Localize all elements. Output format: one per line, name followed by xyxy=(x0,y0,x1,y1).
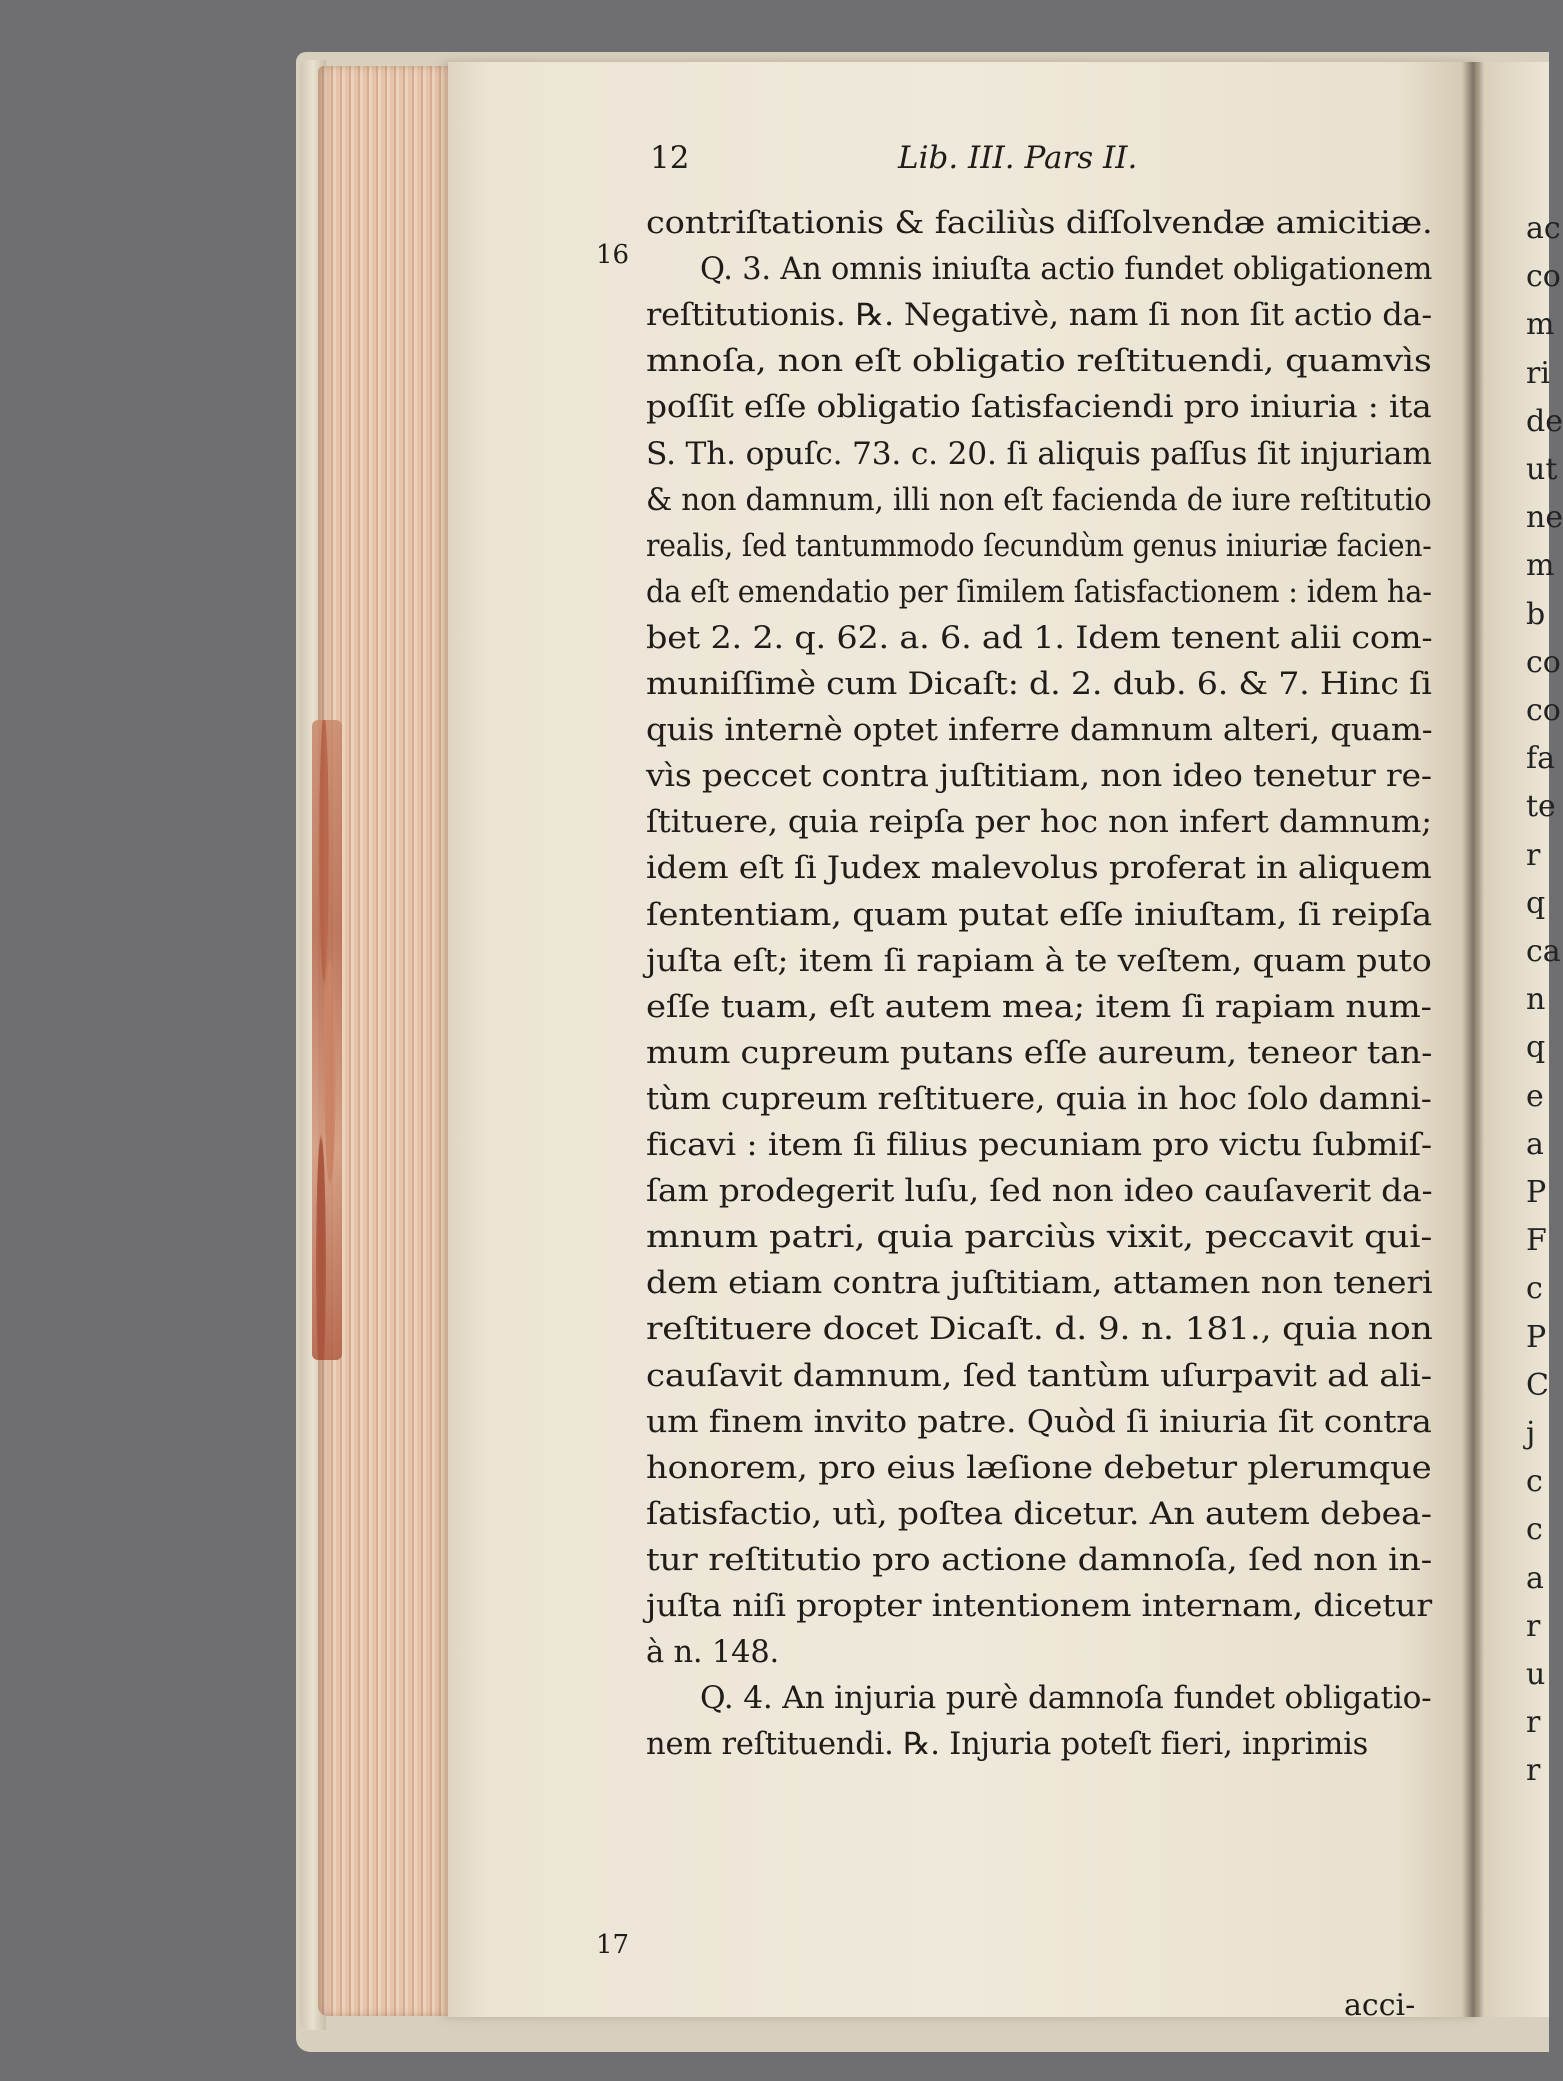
facing-page-fragment: j xyxy=(1526,1416,1536,1451)
text-line: vìs peccet contra juſtitiam, non ideo tenetur re- xyxy=(646,759,1432,794)
running-title: Lib. III. Pars II. xyxy=(898,140,1138,176)
text-line: realis, ſed tantummodo ſecundùm genus iniuriæ facien- xyxy=(646,529,1432,564)
text-line: contriſtationis & faciliùs diſſolvendæ amicitiæ. xyxy=(646,206,1433,241)
text-line: ficavi : item ſi filius pecuniam pro victu ſubmiſ- xyxy=(646,1128,1432,1163)
facing-page-fragment: ca xyxy=(1526,934,1561,969)
text-line: honorem, pro eius læſione debetur plerumque xyxy=(646,1451,1432,1486)
facing-page-fragment: c xyxy=(1526,1464,1543,1499)
facing-page-fragment: te xyxy=(1526,789,1556,824)
facing-page-fragment: a xyxy=(1526,1561,1544,1596)
facing-page-fragment: ac xyxy=(1526,211,1561,246)
facing-page-fragment: F xyxy=(1526,1223,1547,1258)
facing-page-fragment: r xyxy=(1526,1705,1541,1740)
text-line: mnum patri, quia parciùs vixit, peccavit qui- xyxy=(646,1220,1433,1255)
facing-page-fragment: r xyxy=(1526,1753,1541,1788)
text-line: ſam prodegerit luſu, ſed non ideo cauſaverit da- xyxy=(646,1174,1433,1209)
facing-page-fragment: P xyxy=(1526,1175,1547,1210)
text-line: tùm cupreum reſtituere, quia in hoc ſolo damni- xyxy=(646,1082,1432,1117)
facing-page-fragment: co xyxy=(1526,693,1561,728)
text-line: & non damnum, illi non eſt facienda de iure reſtitutio xyxy=(646,483,1432,518)
page-number: 12 xyxy=(650,140,690,176)
text-line: Q. 4. An injuria purè damnoſa fundet obligatio- xyxy=(700,1681,1432,1716)
facing-page-fragment: r xyxy=(1526,838,1541,873)
facing-page-fragment: c xyxy=(1526,1271,1543,1306)
text-line: idem eſt ſi Judex malevolus proferat in aliquem xyxy=(646,851,1432,886)
facing-page-fragment: C xyxy=(1526,1368,1549,1403)
facing-page-fragment: m xyxy=(1526,307,1555,342)
facing-page-fragment: fa xyxy=(1526,741,1555,776)
facing-page-fragment: r xyxy=(1526,1609,1541,1644)
facing-page-fragment: m xyxy=(1526,548,1555,583)
text-line: um finem invito patre. Quòd ſi iniuria ſit contra xyxy=(646,1405,1432,1440)
text-line: bet 2. 2. q. 62. a. 6. ad 1. Idem tenent alii com- xyxy=(646,621,1433,656)
facing-page-fragment: de xyxy=(1526,404,1563,439)
text-line: ſtituere, quia reipſa per hoc non infert damnum; xyxy=(646,805,1432,840)
text-line: quis internè optet inferre damnum alteri, quam- xyxy=(646,713,1433,748)
facing-page-fragment: b xyxy=(1526,597,1546,632)
facing-page-fragment: co xyxy=(1526,259,1561,294)
facing-page-fragment: q xyxy=(1526,886,1546,921)
text-line: mum cupreum putans eſſe aureum, teneor tan- xyxy=(646,1036,1433,1071)
text-line: Q. 3. An omnis iniuſta actio fundet obligationem xyxy=(700,252,1433,287)
text-line: à n. 148. xyxy=(646,1635,780,1670)
text-line: da eſt emendatio per ſimilem ſatisfactionem : idem ha- xyxy=(646,575,1432,610)
facing-page-fragment: u xyxy=(1526,1657,1546,1692)
facing-page-fragment: ne xyxy=(1526,500,1563,535)
text-line: cauſavit damnum, ſed tantùm uſurpavit ad ali- xyxy=(646,1359,1432,1394)
text-line: eſſe tuam, eſt autem mea; item ſi rapiam num- xyxy=(646,990,1432,1025)
text-line: S. Th. opuſc. 73. c. 20. ſi aliquis paſſus ſit injuriam xyxy=(646,437,1432,472)
facing-page-fragment: P xyxy=(1526,1320,1547,1355)
facing-page-fragment: a xyxy=(1526,1127,1544,1162)
facing-page-fragment: q xyxy=(1526,1030,1546,1065)
gutter-shadow xyxy=(1462,62,1484,2017)
text-line: nem reſtituendi. ℞. Injuria poteſt fieri, inprimis xyxy=(646,1727,1369,1762)
text-line: mnoſa, non eſt obligatio reſtituendi, quamvìs xyxy=(646,344,1432,379)
margin-number: 17 xyxy=(596,1930,630,1960)
text-line: poſſit eſſe obligatio ſatisfaciendi pro iniuria : ita xyxy=(646,390,1432,425)
text-line: juſta niſi propter intentionem internam, dicetur xyxy=(646,1589,1432,1624)
facing-page-fragment: e xyxy=(1526,1079,1544,1114)
text-line: dem etiam contra juſtitiam, attamen non teneri xyxy=(646,1266,1433,1301)
text-line: ſententiam, quam putat eſſe iniuſtam, ſi reipſa xyxy=(646,898,1432,933)
facing-page-fragment: ri xyxy=(1526,356,1550,391)
text-line: tur reſtitutio pro actione damnoſa, ſed non in- xyxy=(646,1543,1432,1578)
facing-page-fragment: c xyxy=(1526,1512,1543,1547)
facing-page-fragment: ut xyxy=(1526,452,1558,487)
facing-page-fragment: n xyxy=(1526,982,1546,1017)
catchword: acci- xyxy=(1344,1988,1416,2023)
text-line: reſtituere docet Dicaſt. d. 9. n. 181., quia non xyxy=(646,1312,1433,1347)
text-line: muniſſimè cum Dicaſt: d. 2. dub. 6. & 7. Hinc ſi xyxy=(646,667,1432,702)
text-line: ſatisfactio, utì, poſtea dicetur. An autem debea- xyxy=(646,1497,1432,1532)
facing-page-fragment: co xyxy=(1526,645,1561,680)
margin-number: 16 xyxy=(596,240,630,270)
text-line: reſtitutionis. ℞. Negativè, nam ſi non ſit actio da- xyxy=(646,298,1432,333)
text-line: juſta eſt; item ſi rapiam à te veſtem, quam puto xyxy=(646,944,1432,979)
marbled-endpaper xyxy=(312,720,342,1360)
